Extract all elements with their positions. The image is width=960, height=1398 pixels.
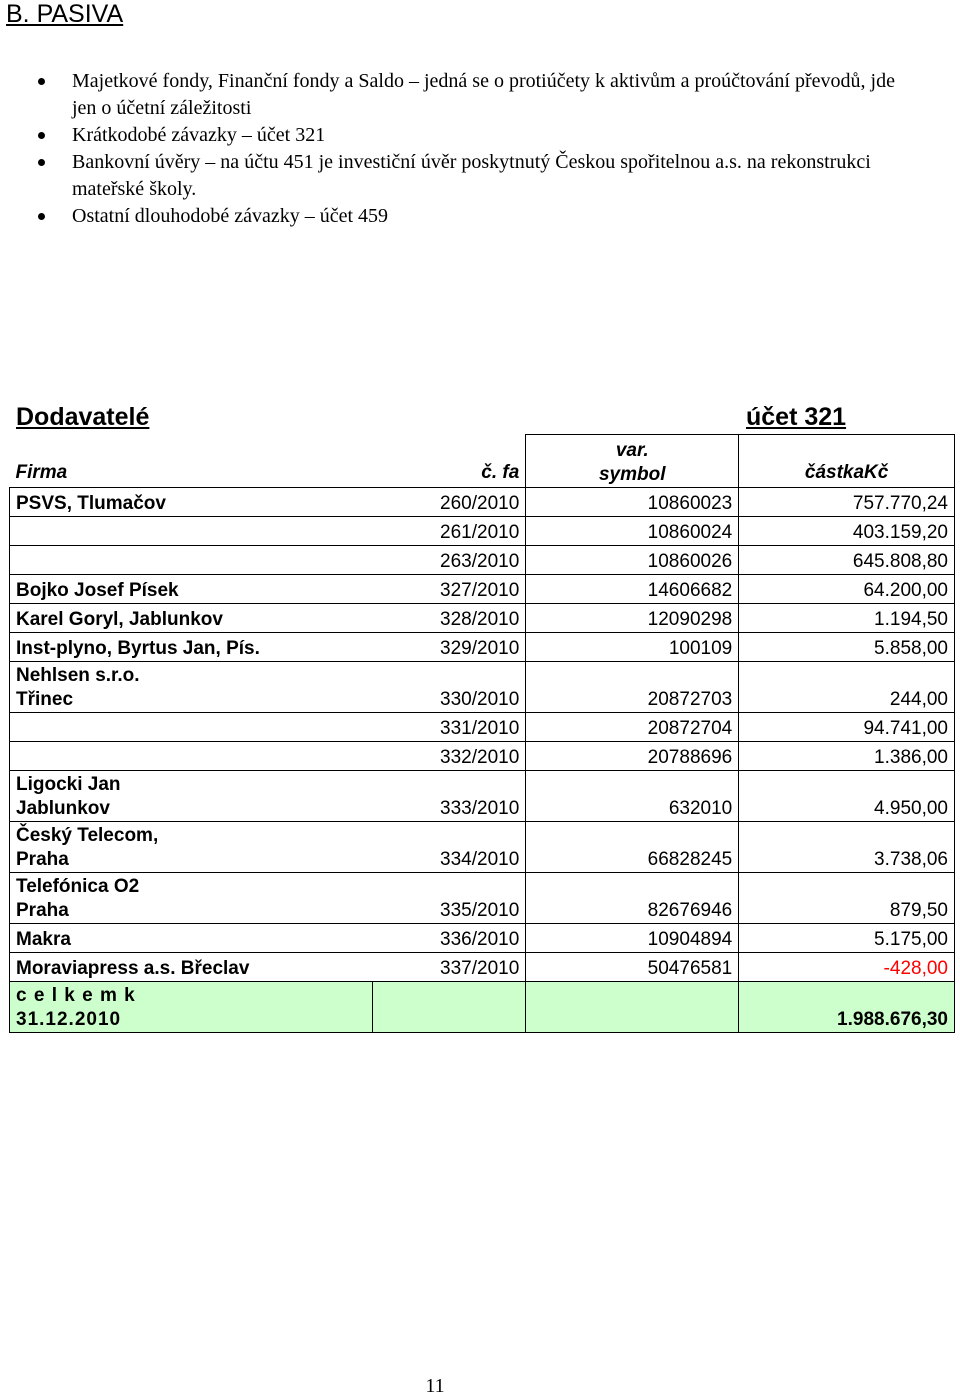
- cell-var-symbol: 14606682: [526, 575, 739, 604]
- table-header-row: [10, 435, 955, 488]
- bullet-item: [36, 203, 906, 230]
- cell-firma: [10, 713, 373, 742]
- bullet-item: [36, 149, 906, 203]
- table-row: [10, 822, 955, 873]
- cell-cislo-fa: 327/2010: [373, 575, 526, 604]
- section-title: B. PASIVA: [6, 0, 124, 28]
- bullet-text: Bankovní úvěry – na účtu 451 je investiční úvěr poskytnutý Českou spořitelnou a.s. na rekonstrukci mateřské školy.: [72, 151, 871, 200]
- cell-firma: [10, 742, 373, 771]
- header-var-symbol: var. symbol: [526, 435, 739, 488]
- cell-cislo-fa: 336/2010: [373, 924, 526, 953]
- header-castka: částkaKč: [739, 435, 955, 488]
- cell-castka: 5.858,00: [739, 633, 955, 662]
- cell-cislo-fa: 337/2010: [373, 953, 526, 982]
- bullet-text: Krátkodobé závazky – účet 321: [72, 124, 326, 146]
- cell-firma: Ligocki Jan Jablunkov: [10, 771, 373, 822]
- cell-castka: 645.808,80: [739, 546, 955, 575]
- cell-var-symbol: 10860026: [526, 546, 739, 575]
- cell-castka: 1.386,00: [739, 742, 955, 771]
- table-heading: Dodavatelé: [16, 403, 150, 431]
- cell-var-symbol: 10860024: [526, 517, 739, 546]
- bullet-dot-icon: [38, 159, 45, 166]
- cell-castka: 403.159,20: [739, 517, 955, 546]
- header-cislo-fa: č. fa: [481, 462, 520, 483]
- table-row: [10, 517, 955, 546]
- cell-castka: 3.738,06: [739, 822, 955, 873]
- cell-cislo-fa: 261/2010: [373, 517, 526, 546]
- header-firma: Firma: [15, 462, 68, 483]
- bullet-dot-icon: [38, 132, 45, 139]
- cell-var-symbol: 20788696: [526, 742, 739, 771]
- cell-cislo-fa: 332/2010: [373, 742, 526, 771]
- total-var-symbol: [526, 982, 739, 1033]
- cell-castka: 244,00: [739, 662, 955, 713]
- table-row: [10, 742, 955, 771]
- table-row: [10, 575, 955, 604]
- cell-var-symbol: 66828245: [526, 822, 739, 873]
- cell-firma: Telefónica O2 Praha: [10, 873, 373, 924]
- supplier-table: [9, 434, 955, 1033]
- cell-var-symbol: 632010: [526, 771, 739, 822]
- bullet-list: [36, 68, 906, 230]
- cell-var-symbol: 10860023: [526, 488, 739, 517]
- cell-firma: [10, 517, 373, 546]
- table-row: [10, 713, 955, 742]
- cell-castka: 4.950,00: [739, 771, 955, 822]
- cell-firma: Český Telecom, Praha: [10, 822, 373, 873]
- bullet-text: Majetkové fondy, Finanční fondy a Saldo – jedná se o protiúčety k aktivům a proúčtování převodů, jde jen o účetní záležitosti: [72, 70, 895, 119]
- account-label: účet 321: [746, 403, 847, 431]
- cell-firma: Makra: [10, 924, 373, 953]
- cell-firma: Bojko Josef Písek: [10, 575, 373, 604]
- cell-firma: Nehlsen s.r.o. Třinec: [10, 662, 373, 713]
- cell-var-symbol: 50476581: [526, 953, 739, 982]
- cell-cislo-fa: 328/2010: [373, 604, 526, 633]
- cell-firma: PSVS, Tlumačov: [10, 488, 373, 517]
- cell-var-symbol: 12090298: [526, 604, 739, 633]
- table-row: [10, 953, 955, 982]
- cell-cislo-fa: 263/2010: [373, 546, 526, 575]
- cell-castka: 5.175,00: [739, 924, 955, 953]
- cell-cislo-fa: 331/2010: [373, 713, 526, 742]
- cell-var-symbol: 82676946: [526, 873, 739, 924]
- total-cislo-fa: [373, 982, 526, 1033]
- table-row: [10, 662, 955, 713]
- cell-cislo-fa: 335/2010: [373, 873, 526, 924]
- cell-firma: Moraviapress a.s. Břeclav: [10, 953, 373, 982]
- page-number: 11: [425, 1375, 445, 1397]
- table-row: [10, 873, 955, 924]
- cell-castka: -428,00: [739, 953, 955, 982]
- table-row: [10, 488, 955, 517]
- bullet-item: [36, 122, 906, 149]
- cell-castka: 757.770,24: [739, 488, 955, 517]
- bullet-item: [36, 68, 906, 122]
- cell-var-symbol: 100109: [526, 633, 739, 662]
- cell-castka: 64.200,00: [739, 575, 955, 604]
- cell-var-symbol: 10904894: [526, 924, 739, 953]
- cell-cislo-fa: 330/2010: [373, 662, 526, 713]
- table-row: [10, 633, 955, 662]
- cell-var-symbol: 20872703: [526, 662, 739, 713]
- cell-castka: 1.194,50: [739, 604, 955, 633]
- cell-var-symbol: 20872704: [526, 713, 739, 742]
- bullet-dot-icon: [38, 213, 45, 220]
- table-row: [10, 924, 955, 953]
- bullet-dot-icon: [38, 78, 45, 85]
- cell-castka: 879,50: [739, 873, 955, 924]
- cell-castka: 94.741,00: [739, 713, 955, 742]
- cell-cislo-fa: 329/2010: [373, 633, 526, 662]
- total-label: c e l k e m k 31.12.2010: [10, 982, 373, 1033]
- cell-cislo-fa: 260/2010: [373, 488, 526, 517]
- total-row: [10, 982, 955, 1033]
- cell-cislo-fa: 333/2010: [373, 771, 526, 822]
- cell-firma: Karel Goryl, Jablunkov: [10, 604, 373, 633]
- cell-firma: [10, 546, 373, 575]
- cell-firma: Inst-plyno, Byrtus Jan, Pís.: [10, 633, 373, 662]
- table-row: [10, 546, 955, 575]
- table-row: [10, 604, 955, 633]
- table-body: [10, 488, 955, 982]
- cell-cislo-fa: 334/2010: [373, 822, 526, 873]
- total-castka: 1.988.676,30: [739, 982, 955, 1033]
- table-row: [10, 771, 955, 822]
- bullet-text: Ostatní dlouhodobé závazky – účet 459: [72, 205, 389, 227]
